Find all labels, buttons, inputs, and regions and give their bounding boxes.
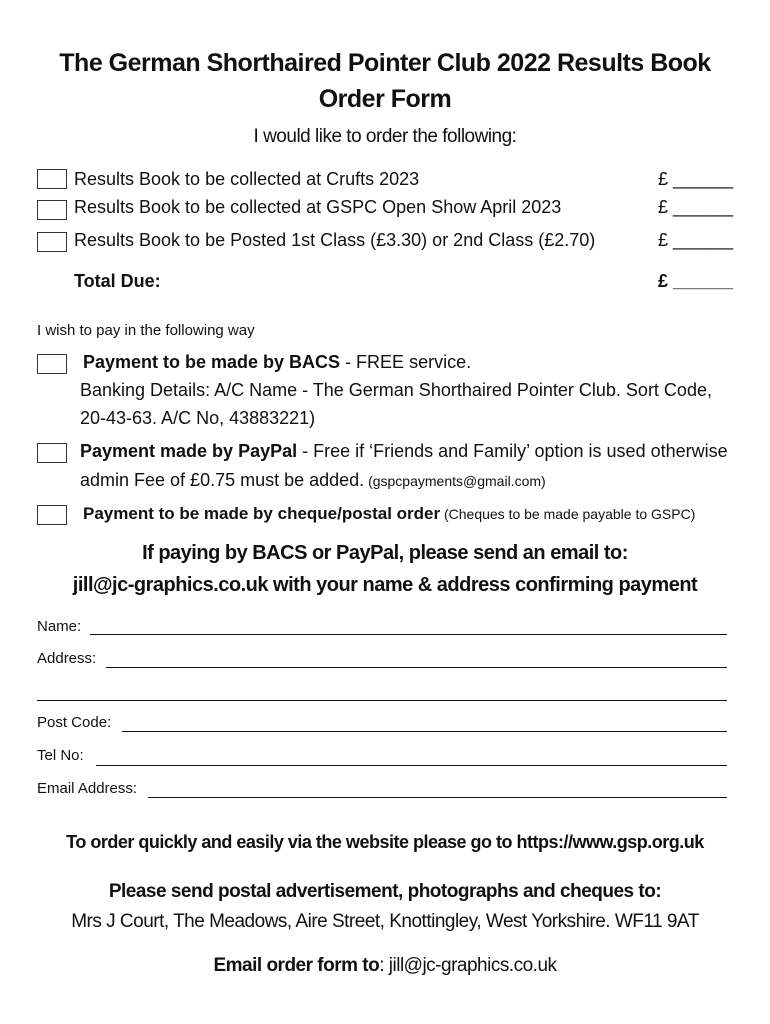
paypal-email: (gspcpayments@gmail.com) — [364, 473, 546, 489]
tel-label: Tel No: — [37, 747, 84, 764]
postcode-label: Post Code: — [37, 714, 112, 731]
name-field[interactable] — [90, 634, 727, 635]
postal-heading: Please send postal advertisement, photographs and cheques to: — [108, 881, 662, 902]
email-order-value: : jill@jc-graphics.co.uk — [379, 955, 557, 976]
form-title-line2: Order Form — [318, 85, 452, 113]
posted-checkbox[interactable] — [37, 232, 67, 252]
cheque-note: (Cheques to be made payable to GSPC) — [440, 506, 696, 522]
bacs-details-line1: Banking Details: A/C Name - The German Shorthaired Pointer Club. Sort Code, — [80, 380, 712, 400]
paypal-line2 — [80, 470, 546, 491]
notice-line2: jill@jc-graphics.co.uk with your name & address confirming payment — [72, 574, 698, 596]
form-title-line1: The German Shorthaired Pointer Club 2022 Results Book — [59, 49, 711, 77]
bacs-details-line2: 20-43-63. A/C No, 43883221) — [80, 408, 316, 428]
open-show-price[interactable]: £ ______ — [658, 197, 734, 217]
bacs-option — [83, 352, 471, 373]
open-show-item-label: Results Book to be collected at GSPC Open Show April 2023 — [74, 197, 562, 217]
cheque-option — [83, 504, 695, 524]
address-label: Address: — [37, 650, 97, 667]
website-note: To order quickly and easily via the website please go to https://www.gsp.org.uk — [66, 832, 704, 852]
tel-field[interactable] — [96, 765, 727, 766]
posted-price[interactable]: £ ______ — [658, 230, 734, 250]
paypal-option — [80, 441, 728, 462]
bacs-suffix: - FREE service. — [340, 352, 472, 372]
address-field[interactable] — [106, 667, 727, 668]
total-due-price[interactable]: £ ______ — [658, 271, 734, 291]
crufts-checkbox[interactable] — [37, 169, 67, 189]
payment-intro: I wish to pay in the following way — [37, 322, 255, 339]
bacs-checkbox[interactable] — [37, 354, 67, 374]
cheque-title: Payment to be made by cheque/postal order — [83, 504, 441, 523]
posted-item-label: Results Book to be Posted 1st Class (£3.30) or 2nd Class (£2.70) — [74, 230, 596, 250]
email-label: Email Address: — [37, 780, 138, 797]
intro-text: I would like to order the following: — [253, 126, 517, 147]
paypal-checkbox[interactable] — [37, 443, 67, 463]
paypal-title: Payment made by PayPal — [80, 441, 298, 461]
paypal-suffix: - Free if ‘Friends and Family’ option is used otherwise — [297, 441, 728, 461]
email-field[interactable] — [148, 797, 727, 798]
email-order-label: Email order form to — [213, 955, 380, 976]
paypal-admin-fee: admin Fee of £0.75 must be added. — [80, 470, 365, 490]
crufts-item-label: Results Book to be collected at Crufts 2023 — [74, 169, 420, 189]
postcode-field[interactable] — [122, 731, 727, 732]
cheque-checkbox[interactable] — [37, 505, 67, 525]
total-due-label: Total Due: — [74, 271, 161, 291]
bacs-title: Payment to be made by BACS — [83, 352, 341, 372]
open-show-checkbox[interactable] — [37, 200, 67, 220]
name-label: Name: — [37, 618, 82, 635]
email-order-line — [0, 955, 770, 977]
address-field-line2[interactable] — [37, 700, 727, 701]
crufts-price[interactable]: £ ______ — [658, 169, 734, 189]
notice-line1: If paying by BACS or PayPal, please send an email to: — [142, 542, 628, 564]
postal-address: Mrs J Court, The Meadows, Aire Street, Knottingley, West Yorkshire. WF11 9AT — [71, 911, 699, 932]
